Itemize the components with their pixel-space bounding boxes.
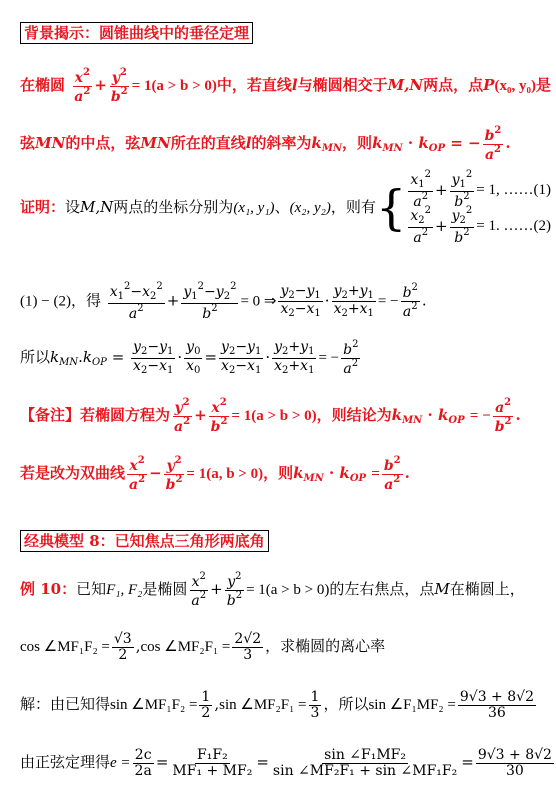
hyperbola-line: 若是改为双曲线 $\frac{x^2}{a^2}$ − $\frac{y^2}{b^2}$ = 1(a, b > 0)，则$k_{MN} \cdot k_{OP}$ = $\frac{b^2}{a^2}$ . xyxy=(20,455,410,493)
ellipse-y-term: $\frac{y^2}{b^2}$ xyxy=(110,67,128,105)
solution-line: 解：由已知得sin ∠MF₁F₂ = $\frac{1}{2}$ ,sin ∠MF₂F₁ = $\frac{1}{3}$ ，所以sin ∠F₁MF₂ = $\frac{9√3 + 8√2}{36}$ xyxy=(20,689,534,721)
equation-system: $\frac{x_1^2}{a^2}$ + $\frac{y_1^2}{b^2}$ = 1, ……(1) $\frac{x_2^2}{a^2}$ + $\frac{y_2^2}{b^2}$ = 1. ……(2) xyxy=(410,169,551,246)
note-line: 【备注】若椭圆方程为 $\frac{y^2}{a^2}$ + $\frac{x^2}{b^2}$ = 1(a > b > 0)，则结论为$k_{MN} \cdot k_{OP}$ = − $\frac{a^2}{b^2}$ . xyxy=(20,397,521,435)
example-label: 例 10： xyxy=(20,580,77,599)
subtract-step: (1) − (2)，得 $\frac{x_1^2-x_2^2}{a^2}$ + $\frac{y_1^2-y_2^2}{b^2}$ = 0 ⇒ $\frac{y_2-y_1}{x_2-x_1}$ · $\frac{y_2+y_1}{x_2+x_1}$ = − $\frac{b^2}{a^2}$ . xyxy=(20,281,427,322)
proof-block: 证明：设M,N两点的坐标分别为(x₁, y₁)、(x₂, y₂)，则有{ $\frac{x_1^2}{a^2}$ + $\frac{y_1^2}{b^2}$ = 1, ……(1) $\frac{x_2^2}{a^2}$ + $\frac{y_2^2}{b^2}$ = 1. ……(2) xyxy=(20,169,551,246)
section-title-2-text: 经典模型 8：已知焦点三角形两底角 xyxy=(20,530,269,552)
theorem-line-1: 在椭圆 $\frac{x^2}{a^2}$ + $\frac{y^2}{b^2}$ = 1(a > b > 0)中，若直线l与椭圆相交于M,N两点，点P(x₀, y₀)是 xyxy=(20,67,551,105)
proof-label: 证明： xyxy=(20,198,66,216)
ellipse-x-term: $\frac{x^2}{a^2}$ xyxy=(74,67,91,105)
slope-product-step: 所以$k_{MN}.k_{OP}$ = $\frac{y_2-y_1}{x_2-x_1}$ · $\frac{y_0}{x_0}$ = $\frac{y_2-y_1}{x_2-x_1}$ · $\frac{y_2+y_1}{x_2+x_1}$ = − $\frac{b^2}{a^2}$ xyxy=(20,339,359,377)
section-title-1-text: 背景揭示：圆锥曲线中的垂径定理 xyxy=(20,22,253,44)
condition-line: cos ∠MF₁F₂ = $\frac{√3}{2}$ ,cos ∠MF₂F₁ = $\frac{2√2}{3}$ ，求椭圆的离心率 xyxy=(20,631,386,663)
note-tag: 【备注】 xyxy=(20,406,81,425)
section-title-2 xyxy=(20,532,269,550)
theorem-line-2: 弦MN的中点，弦MN所在的直线l的斜率为$k_{MN}$，则$k_{MN} \cdot k_{OP}$ = − $\frac{b^2}{a^2}$ . xyxy=(20,125,511,163)
sine-rule-line: 由正弦定理得e = $\frac{2c}{2a}$ = $\frac{\text{F₁F₂}}{\text{MF₁ + MF₂}}$ = $\frac{\text{sin ∠F₁MF₂}}{\text{sin ∠MF₂F₁ + sin ∠MF₁F₂}}$ = $\frac{9√3 + 8√2}{30}$ xyxy=(20,747,552,779)
example-line: 例 10：已知F₁, F₂是椭圆 $\frac{x^2}{a^2}$ + $\frac{y^2}{b^2}$ = 1(a > b > 0)的左右焦点，点M在椭圆上， xyxy=(20,571,525,609)
section-title-1 xyxy=(20,24,253,42)
